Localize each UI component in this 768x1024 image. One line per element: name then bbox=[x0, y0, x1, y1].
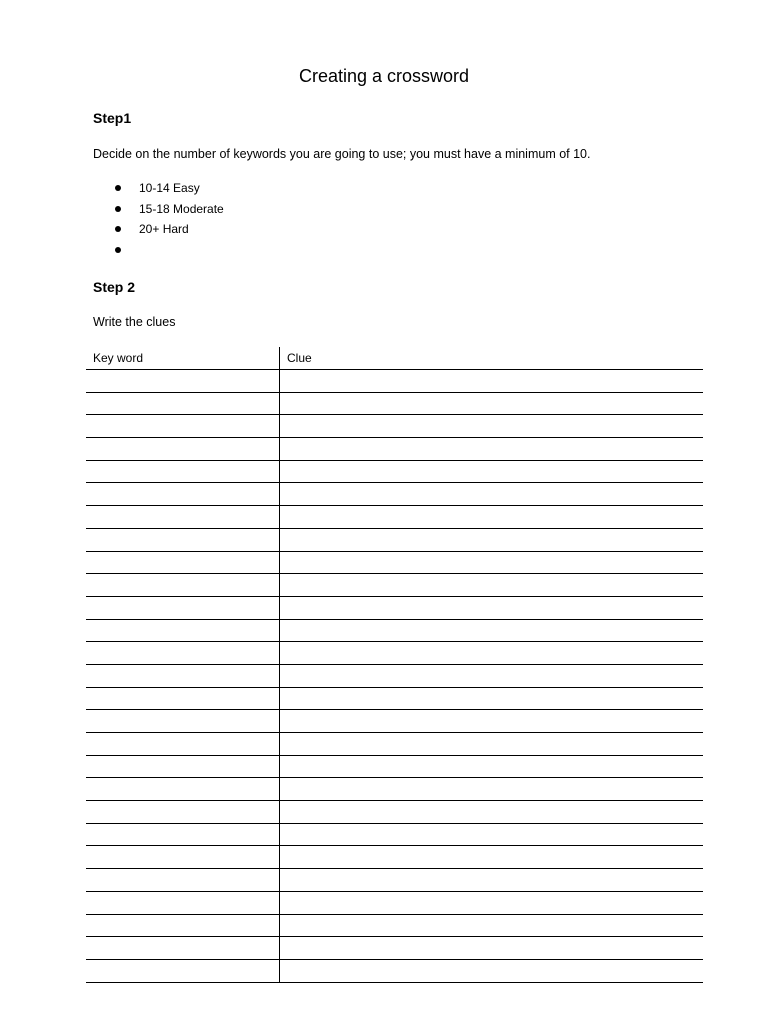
clue-cell bbox=[280, 687, 704, 710]
keyword-cell bbox=[86, 846, 280, 869]
keyword-cell bbox=[86, 392, 280, 415]
table-row bbox=[86, 506, 703, 529]
clue-cell bbox=[280, 914, 704, 937]
table-row bbox=[86, 370, 703, 393]
document-title: Creating a crossword bbox=[298, 66, 470, 86]
clue-cell bbox=[280, 574, 704, 597]
table-row bbox=[86, 415, 703, 438]
table-row bbox=[86, 891, 703, 914]
keyword-cell bbox=[86, 801, 280, 824]
keyword-cell bbox=[86, 483, 280, 506]
clue-cell bbox=[280, 596, 704, 619]
clue-cell bbox=[280, 869, 704, 892]
clue-cell bbox=[280, 370, 704, 393]
table-row bbox=[86, 664, 703, 687]
table-header-row bbox=[86, 347, 703, 370]
clue-cell bbox=[280, 755, 704, 778]
keyword-cell bbox=[86, 664, 280, 687]
keyword-cell bbox=[86, 370, 280, 393]
table-row bbox=[86, 959, 703, 982]
table-row bbox=[86, 710, 703, 733]
table-row bbox=[86, 551, 703, 574]
clue-cell bbox=[280, 664, 704, 687]
keyword-cell bbox=[86, 710, 280, 733]
keyword-cell bbox=[86, 937, 280, 960]
bullet-icon bbox=[115, 247, 121, 253]
list-item bbox=[0, 199, 224, 220]
clue-cell bbox=[280, 891, 704, 914]
bullet-icon bbox=[115, 185, 121, 191]
clue-cell bbox=[280, 710, 704, 733]
list-item bbox=[0, 219, 224, 240]
table-row bbox=[86, 823, 703, 846]
keyword-cell bbox=[86, 460, 280, 483]
bullet-icon bbox=[115, 226, 121, 232]
table-row bbox=[86, 619, 703, 642]
clue-cell bbox=[280, 937, 704, 960]
clue-cell bbox=[280, 823, 704, 846]
list-item bbox=[0, 240, 224, 261]
table-row bbox=[86, 801, 703, 824]
list-item bbox=[0, 178, 224, 199]
table-row bbox=[86, 528, 703, 551]
clue-column-header: Clue bbox=[280, 347, 704, 370]
keyword-cell bbox=[86, 528, 280, 551]
clue-cell bbox=[280, 642, 704, 665]
keyword-cell bbox=[86, 619, 280, 642]
keyword-cell bbox=[86, 914, 280, 937]
clue-cell bbox=[280, 460, 704, 483]
keyword-cell bbox=[86, 506, 280, 529]
step1-heading: Step1 bbox=[93, 110, 132, 126]
clue-cell bbox=[280, 846, 704, 869]
table-row bbox=[86, 687, 703, 710]
table-row bbox=[86, 642, 703, 665]
clue-cell bbox=[280, 483, 704, 506]
clue-cell bbox=[280, 528, 704, 551]
clue-cell bbox=[280, 438, 704, 461]
table-row bbox=[86, 733, 703, 756]
keyword-cell bbox=[86, 823, 280, 846]
step2-instruction: Write the clues bbox=[93, 315, 176, 329]
clue-cell bbox=[280, 959, 704, 982]
table-row bbox=[86, 869, 703, 892]
clue-cell bbox=[280, 619, 704, 642]
table-row bbox=[86, 755, 703, 778]
clue-cell bbox=[280, 733, 704, 756]
table-row bbox=[86, 596, 703, 619]
keyword-cell bbox=[86, 959, 280, 982]
table-row bbox=[86, 914, 703, 937]
clues-table-body bbox=[86, 370, 703, 983]
table-row bbox=[86, 846, 703, 869]
keyword-cell bbox=[86, 438, 280, 461]
keyword-column-header: Key word bbox=[86, 347, 280, 370]
table-row bbox=[86, 438, 703, 461]
bullet-icon bbox=[115, 206, 121, 212]
clue-cell bbox=[280, 415, 704, 438]
difficulty-list bbox=[0, 178, 224, 261]
keyword-cell bbox=[86, 755, 280, 778]
clues-table bbox=[86, 347, 703, 983]
keyword-cell bbox=[86, 415, 280, 438]
clue-cell bbox=[280, 506, 704, 529]
clue-cell bbox=[280, 801, 704, 824]
keyword-cell bbox=[86, 778, 280, 801]
table-row bbox=[86, 778, 703, 801]
step1-instruction: Decide on the number of keywords you are going to use; you must have a minimum of 10. bbox=[93, 147, 591, 161]
clue-cell bbox=[280, 551, 704, 574]
keyword-cell bbox=[86, 891, 280, 914]
keyword-cell bbox=[86, 551, 280, 574]
step2-heading: Step 2 bbox=[93, 279, 136, 295]
keyword-cell bbox=[86, 869, 280, 892]
keyword-cell bbox=[86, 642, 280, 665]
clue-cell bbox=[280, 778, 704, 801]
table-row bbox=[86, 937, 703, 960]
keyword-cell bbox=[86, 596, 280, 619]
keyword-cell bbox=[86, 574, 280, 597]
table-row bbox=[86, 483, 703, 506]
keyword-cell bbox=[86, 733, 280, 756]
table-row bbox=[86, 574, 703, 597]
keyword-cell bbox=[86, 687, 280, 710]
list-item-text: 10-14 Easy bbox=[139, 181, 200, 195]
list-item-text: 15-18 Moderate bbox=[139, 201, 224, 216]
table-row bbox=[86, 392, 703, 415]
clue-cell bbox=[280, 392, 704, 415]
list-item-text: 20+ Hard bbox=[139, 222, 189, 237]
table-row bbox=[86, 460, 703, 483]
